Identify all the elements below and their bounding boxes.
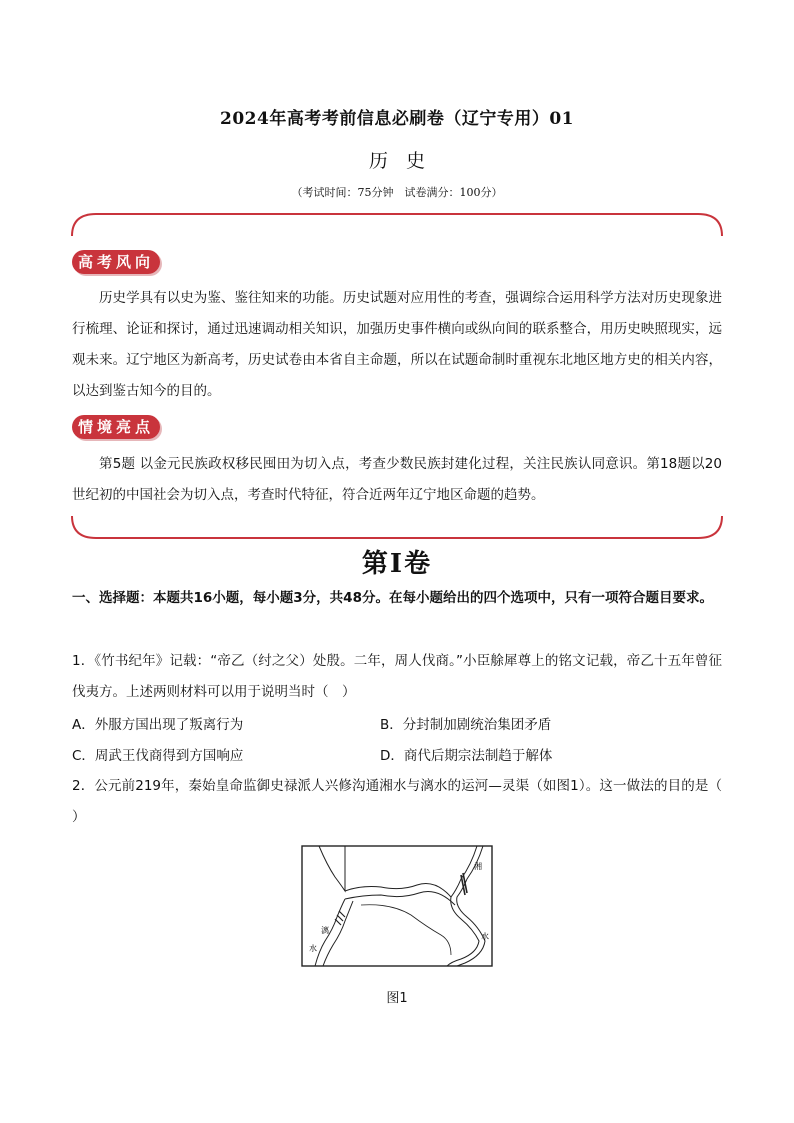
question-1-stem: 1．《竹书纪年》记载：“帝乙（纣之父）处殷。二年，周人伐商。”小臣艅犀尊上的铭文记载，帝乙十五年曾征伐夷方。上述两则材料可以用于说明当时（ ） bbox=[72, 653, 722, 700]
question-1-option-a: A．外服方国出现了叛离行为 bbox=[72, 717, 244, 733]
map-label-xiang-shui: 水 bbox=[481, 932, 489, 941]
question-1-option-d: D．商代后期宗法制趋于解体 bbox=[380, 748, 553, 764]
subject-title: 历史 bbox=[368, 150, 443, 172]
question-1-option-c: C．周武王伐商得到方国响应 bbox=[72, 748, 244, 764]
question-1-option-b: B．分封制加剧统治集团矛盾 bbox=[380, 717, 552, 733]
badge-gaokao-fengxiang: 高考风向 bbox=[72, 250, 160, 274]
info-box-bottom-border bbox=[72, 516, 722, 538]
document-title: 2024年高考考前信息必刷卷（辽宁专用）01 bbox=[220, 109, 574, 129]
section-intro: 一、选择题：本题共16小题，每小题3分，共48分。在每小题给出的四个选项中，只有一项符合题目要求。 bbox=[72, 590, 713, 606]
question-2-stem: 2．公元前219年，秦始皇命监御史禄派人兴修沟通湘水与漓水的运河—灵渠（如图1）。这一做法的目的是（ ） bbox=[72, 778, 722, 825]
lingqu-map-figure bbox=[301, 845, 493, 967]
info-box-top-border bbox=[72, 214, 722, 236]
qingjing-liangdian-text: 第5题 以金元民族政权移民囤田为切入点，考查少数民族封建化过程，关注民族认同意识。第18题以20世纪初的中国社会为切入点，考查时代特征，符合近两年辽宁地区命题的趋势。 bbox=[72, 456, 722, 503]
map-label-xiang: 湘 bbox=[474, 862, 482, 871]
map-label-li: 漓 bbox=[321, 926, 329, 935]
gaokao-fengxiang-text: 历史学具有以史为鉴、鉴往知来的功能。历史试题对应用性的考查，强调综合运用科学方法对历史现象进行梳理、论证和探讨，通过迅速调动相关知识，加强历史事件横向或纵向间的联系整合，用历史映照现实，远观未来。辽宁地区为新高考，历史试卷由本省自主命题，所以在试题命制时重视东北地区地方史的相关内容，以达到鉴古知今的目的。 bbox=[72, 290, 722, 399]
map-border bbox=[302, 846, 492, 966]
map-label-li-shui: 水 bbox=[309, 944, 317, 953]
badge-qingjing-liangdian: 情境亮点 bbox=[72, 415, 160, 439]
volume-title: 第Ⅰ卷 bbox=[361, 549, 433, 579]
exam-info: （考试时间：75分钟 试卷满分：100分） bbox=[291, 186, 503, 199]
figure-caption: 图1 bbox=[386, 991, 408, 1006]
